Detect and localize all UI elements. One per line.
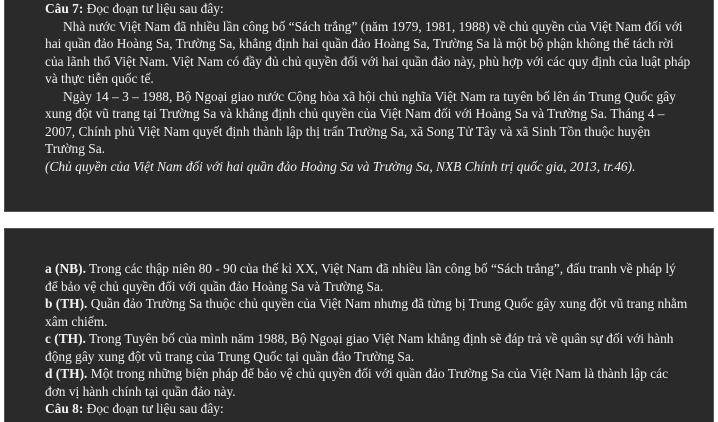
question-7-heading — [45, 0, 691, 18]
question-7-label: Câu 7: — [45, 1, 84, 16]
question-7-prompt: Đọc đoạn tư liệu sau đây: — [86, 1, 224, 16]
answers-panel — [4, 228, 714, 422]
question-8-prompt: Đọc đoạn tư liệu sau đây: — [86, 401, 224, 416]
answer-c-text: Trong Tuyên bố của mình năm 1988, Bộ Ngoại giao Việt Nam khẳng định sẽ đáp trả về quân sự đối với hành động gây xung đột vũ trang của Trung Quốc tại quần đảo Trường Sa. — [45, 331, 674, 364]
question-7-panel — [4, 0, 714, 212]
passage-paragraph-2: Ngày 14 – 3 – 1988, Bộ Ngoại giao nước Cộng hòa xã hội chủ nghĩa Việt Nam ra tuyên bố lên án Trung Quốc gây xung đột vũ trang tại Trường Sa và khẳng định chủ quyền của Việt Nam đối với Hoàng Sa và Trường Sa. Tháng 4 – 2007, Chính phủ Việt Nam quyết định thành lập thị trấn Trường Sa, xã Song Tử Tây và xã Sinh Tồn thuộc huyện Trường Sa. — [45, 88, 676, 156]
answer-b — [45, 295, 691, 330]
answer-d-text: Một trong những biện pháp để bảo vệ chủ quyền đối với quần đảo Trường Sa của Việt Nam là thành lập các đơn vị hành chính tại quần đảo này. — [45, 366, 669, 399]
passage-source: (Chủ quyền của Việt Nam đối với hai quần đảo Hoàng Sa và Trường Sa, NXB Chính trị quốc gia, 2013, tr.46). — [45, 158, 636, 174]
question-7-content — [45, 0, 691, 175]
answer-b-label: b (TH). — [45, 296, 88, 311]
answer-a — [45, 260, 691, 295]
passage-paragraph-1: Nhà nước Việt Nam đã nhiều lần công bố “Sách trắng” (năm 1979, 1981, 1988) về chủ quyền của Việt Nam đối với hai quần đảo Hoàng Sa, Trường Sa, khẳng định hai quần đảo Hoàng Sa, Trường Sa là một bộ phận không thể tách rời của lãnh thổ Việt Nam. Việt Nam có đầy đủ chủ quyền đối với hai quần đảo này, phù hợp với các quy định của luật pháp và thực tiễn quốc tế. — [45, 18, 691, 86]
answer-c-label: c (TH). — [45, 331, 86, 346]
answer-d — [45, 365, 691, 400]
answer-a-text: Trong các thập niên 80 - 90 của thế kỉ XX, Việt Nam đã nhiều lần công bố “Sách trắng”, đấu tranh về pháp lý để bảo vệ chủ quyền đối với quần đảo Hoàng Sa và Trường Sa. — [45, 261, 676, 294]
answer-d-label: d (TH). — [45, 366, 88, 381]
answers-content — [45, 260, 691, 418]
question-8-heading — [45, 400, 691, 418]
answer-b-text: Quần đảo Trường Sa thuộc chủ quyền của Việt Nam nhưng đã từng bị Trung Quốc gây xung đột vũ trang nhằm xâm chiếm. — [45, 296, 688, 329]
answer-c — [45, 330, 691, 365]
answer-a-label: a (NB). — [45, 261, 86, 276]
question-8-label: Câu 8: — [45, 401, 84, 416]
